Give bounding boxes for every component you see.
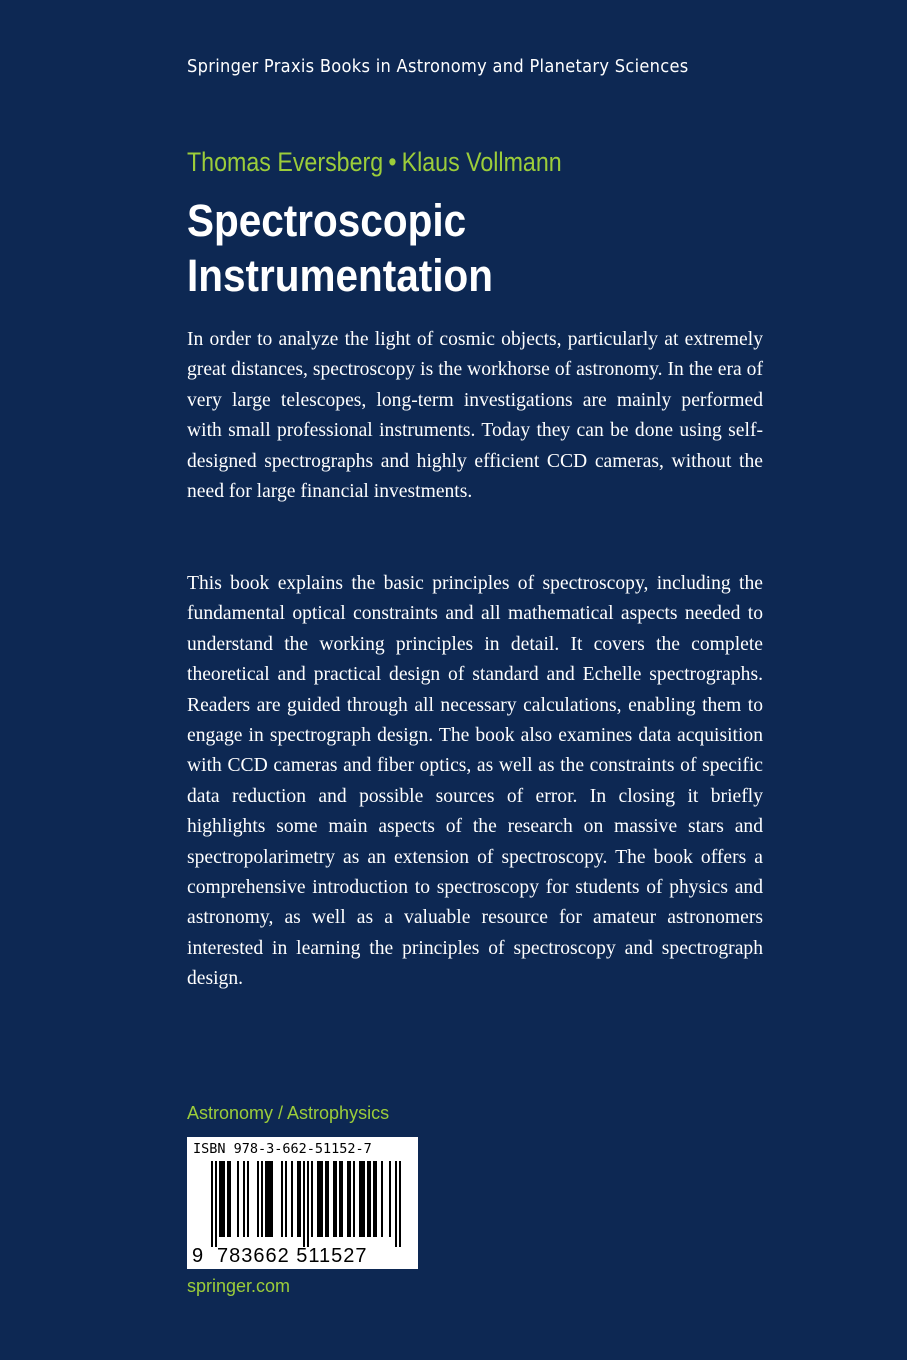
barcode-bar <box>237 1161 239 1237</box>
barcode-bar <box>327 1161 329 1237</box>
barcode-bar <box>269 1161 271 1237</box>
barcode-bar <box>227 1161 229 1237</box>
barcode-bar <box>221 1161 223 1237</box>
barcode-bar <box>285 1161 287 1237</box>
publisher-website: springer.com <box>187 1276 291 1296</box>
barcode-bar <box>311 1161 313 1237</box>
barcode-bar <box>211 1161 213 1247</box>
barcode-bar <box>223 1161 225 1237</box>
barcode-bar <box>341 1161 343 1237</box>
barcode-bar <box>261 1161 263 1237</box>
title-line: Spectroscopic <box>187 195 467 246</box>
barcode-bar <box>373 1161 375 1237</box>
title-line: Instrumentation <box>187 250 494 301</box>
barcode-bar <box>267 1161 269 1237</box>
series-title: Springer Praxis Books in Astronomy and Planetary Sciences <box>187 57 689 77</box>
barcode-bar <box>347 1161 349 1237</box>
author-line <box>187 147 562 178</box>
ean-digits: 783662 511527 <box>217 1245 368 1267</box>
barcode-bar <box>359 1161 361 1237</box>
book-title <box>187 193 493 303</box>
author-name: Thomas Eversberg <box>187 147 384 177</box>
barcode-bar <box>247 1161 249 1237</box>
blurb-paragraph: This book explains the basic principles of spectroscopy, including the fundamental optical constraints and all mathematical aspects needed to understand the working principles in detail. It covers the complete theoretical and practical design of standard and Echelle spectrographs. Readers are guided through all necessary calculations, enabling them to engage in spectrograph design. The book also examines data acquisition with CCD cameras and fiber optics, as well as the constraints of specific data reduction and possible sources of error. In closing it briefly highlights some main aspects of the research on massive stars and spectropolarimetry as an extension of spectroscopy. The book offers a comprehensive introduction to spectroscopy for students of physics and astronomy, as well as a valuable resource for amateur astronomers interested in learning the principles of spectroscopy and spectrograph design. <box>187 573 763 990</box>
barcode-bar <box>399 1161 401 1247</box>
isbn-label: ISBN 978-3-662-51152-7 <box>193 1141 372 1157</box>
barcode-bar <box>363 1161 365 1237</box>
isbn-barcode <box>187 1137 418 1269</box>
barcode-bar <box>389 1161 391 1237</box>
barcode-bar <box>321 1161 323 1237</box>
barcode-bar <box>297 1161 299 1237</box>
barcode-bar <box>281 1161 283 1237</box>
barcode-bar <box>299 1161 301 1237</box>
barcode-bar <box>333 1161 335 1237</box>
barcode-bars <box>211 1161 401 1247</box>
barcode-bar <box>291 1161 293 1237</box>
barcode-bar <box>375 1161 377 1237</box>
barcode-bar <box>319 1161 321 1237</box>
barcode-bar <box>381 1161 383 1237</box>
barcode-bar <box>325 1161 327 1237</box>
barcode-bar <box>215 1161 217 1247</box>
subject-category: Astronomy / Astrophysics <box>187 1103 390 1123</box>
barcode-bar <box>335 1161 337 1237</box>
author-name: Klaus Vollmann <box>401 147 562 177</box>
barcode-bar <box>361 1161 363 1237</box>
barcode-bar <box>369 1161 371 1237</box>
blurb-paragraph: In order to analyze the light of cosmic objects, particularly at extremely great distances, spectroscopy is the workhorse of astronomy. In the era of very large telescopes, long-term investigations are mainly performed with small professional instruments. Today they can be done using self-designed spectrographs and highly efficient CCD cameras, without the need for large financial investments. <box>187 329 763 503</box>
barcode-bar <box>229 1161 231 1237</box>
author-separator: • <box>388 147 397 177</box>
barcode-bar <box>317 1161 319 1237</box>
barcode-bar <box>243 1161 245 1237</box>
barcode-bar <box>307 1161 309 1247</box>
barcode-bar <box>353 1161 355 1237</box>
barcode-bar <box>257 1161 259 1237</box>
barcode-bar <box>367 1161 369 1237</box>
ean-first-digit: 9 <box>192 1245 204 1267</box>
barcode-bar <box>303 1161 305 1247</box>
barcode-bar <box>349 1161 351 1237</box>
barcode-bar <box>271 1161 273 1237</box>
barcode-bar <box>219 1161 221 1237</box>
barcode-bar <box>265 1161 267 1237</box>
barcode-bar <box>339 1161 341 1237</box>
barcode-bar <box>395 1161 397 1247</box>
